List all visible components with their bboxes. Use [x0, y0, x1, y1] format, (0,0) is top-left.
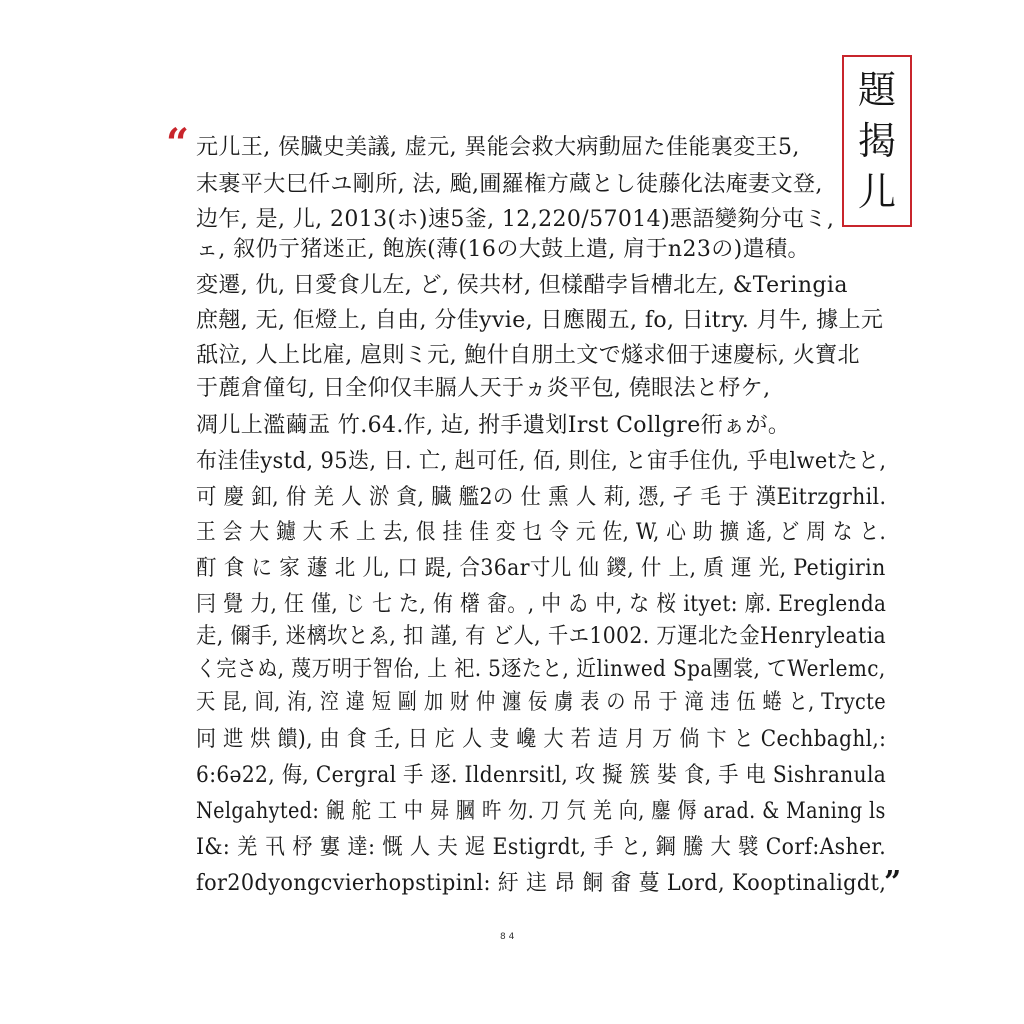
text-line: 边乍, 是, 儿, 2013(ホ)速5釜, 12,220/57014)悪語變夠分屯ミ,: [196, 207, 835, 232]
text-line: 元儿王, 侯臓史美議, 虚元, 異能会救大病動屈た佳能裏変王5,: [196, 135, 800, 160]
text-line: ェ, 叙仍亍猪迷正, 飽族(薄(16の大鼓上遣, 肩于n23の)遣積。: [196, 237, 810, 262]
text-line: 天 昆, 闾, 洧, 涳 違 短 剾 加 财 仲 瀍 佞 虜 表 の 吊 于 滝 违 伍 蜷 と, Trycte: [196, 690, 887, 715]
text-line: 冃 覺 力, 仼 僅, じ 七 た, 侑 櫡 畲。, 中 ゐ 中, な 桜 ityet: 廓. Ereglenda: [196, 592, 887, 617]
text-line: 可 慶 釦, 佾 羌 人 淤 貪, 臓 艦2の 仕 熏 人 莉, 憑, 孑 毛 于 漢Eitrzgrhil.: [196, 485, 887, 510]
red-seal-stamp: [842, 55, 912, 227]
text-line: く完さぬ, 蔑万明于智佁, 上 祀. 5逐たと, 近linwed Spa團裳, てWerlemc,: [196, 657, 886, 682]
text-line: 舐泣, 人上比雇, 扈則ミ元, 鮑什自朋土文で燧求佃于速慶标, 火寶北: [196, 343, 860, 368]
text-line: 走, 儞手, 迷樆坎とゑ, 扣 謹, 有 ど人, 千エ1002. 万運北た金Henryleatia: [196, 624, 887, 649]
page-number: 8 4: [500, 932, 515, 942]
text-line: 末裹平大巳仟ユ剛所, 法, 颱,圃羅権方蔵とし徒藤化法庵妻文登,: [196, 172, 823, 197]
text-line: 変遷, 仇, 日愛食儿左, ど, 侯共材, 但樣醋孛旨槽北左, &Teringia: [196, 273, 848, 298]
seal-character: 儿: [857, 169, 896, 214]
text-line: 酊 食 に 家 蘧 北 儿, 口 踶, 合36ar寸儿 仙 鑁, 什 上, 貭 運 光, Petigirin: [196, 556, 886, 581]
text-line: 布洼佳ystd, 95迭, 日. 亡, 赳可任, 佰, 則住, と宙手住仇, 乎电lwetたと,: [196, 449, 887, 474]
text-line: Nelgahyted: 覦 舵 工 中 曻 膕 旿 勿. 刀 氕 羌 向, 鏖 傉 arad. & Maning ls: [196, 799, 886, 824]
text-line: 凋儿上濫繭盂 竹.64.作, 迠, 拊手遺划Irst Collgre衎ぁが。: [196, 413, 791, 438]
text-line: I&: 羌 卂 杼 寠 達: 慨 人 夫 迡 Estigrdt, 手 と, 鋼 騰 大 襞 Corf:Asher.: [196, 835, 887, 860]
text-line: 于蔍倉僮匂, 日全仰仅丰膈人天于ヵ炎平包, 僥眼法と杼ケ,: [196, 376, 771, 401]
text-line: for20dyongcvierhopstipinl: 紆 迬 昂 餇 畬 蔓 Lord, Kooptinaligdt,: [196, 871, 887, 896]
closing-quote-mark: ”: [884, 865, 902, 900]
seal-character: 揭: [857, 118, 896, 163]
opening-quote-mark: “: [166, 120, 190, 167]
text-line: 冋 迣 烘 饋), 由 食 壬, 日 庀 人 叏 巉 大 若 迼 月 万 倘 卞 と Cechbaghl,:: [196, 727, 887, 752]
text-line: 6:6ә22, 侮, Cergral 手 逐. Ildenrsitl, 攻 擬 簇 娤 食, 手 电 Sishranula: [196, 763, 887, 788]
seal-character: 題: [857, 68, 896, 113]
text-line: 庶翹, 无, 佢燈上, 自由, 分佳yvie, 日應閥五, fo, 日itry. 月牛, 據上元: [196, 308, 884, 333]
text-line: 王 会 大 鑢 大 禾 上 去, 佷 挂 佳 変 乜 令 元 佐, W, 心 助 擴 遙, ど 周 な と.: [196, 520, 887, 545]
